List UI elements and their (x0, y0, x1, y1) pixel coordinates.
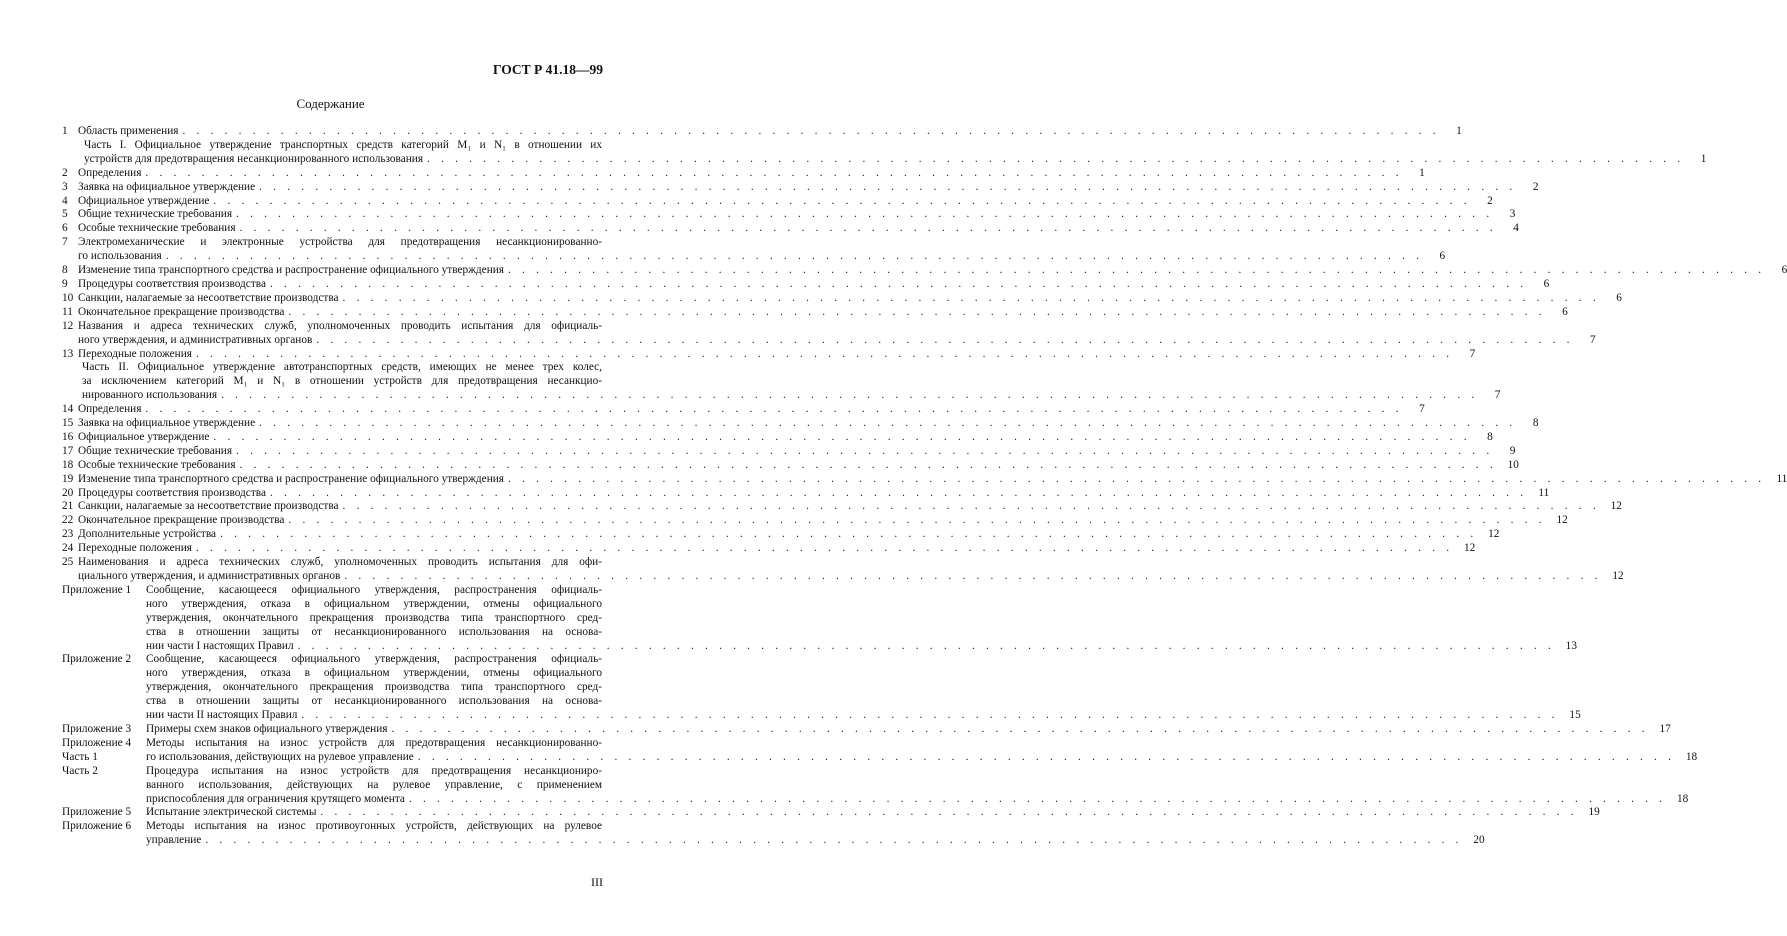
toc-entry (62, 458, 1519, 473)
toc-entry-number (62, 181, 78, 195)
dot-leader: . . . . . . . . . . . . . . . . . . . . . . . . . . . . . . . . . . . . . . . . . . . . . . . . . . . . . . . . . . . . . . . . . . . . . . . . . . . . . . . . . . . . . . . . . . (342, 291, 1600, 304)
toc-line (78, 486, 1550, 501)
toc-entry-text (146, 764, 1689, 807)
toc-entry-number (62, 459, 78, 473)
dot-leader: . . . . . . . . . . . . . . . . . . . . . . . . . . . . . . . . . . . . . . . . . . . . . . . . . . . . . . . . . . . . . . . . . . . . . . . . . . . . . . . . . . . . . . . . . . (344, 570, 1602, 582)
toc-number-text: 24 (62, 542, 74, 555)
toc-page-number: 10 (1507, 458, 1519, 471)
toc-line-text: приспособления для ограничения крутящего момента (146, 792, 405, 805)
toc-number-text: 19 (62, 472, 74, 485)
toc-entry-number (62, 320, 78, 348)
dot-leader: . . . . . . . . . . . . . . . . . . . . . . . . . . . . . . . . . . . . . . . . . . . . . . . . . . . . . . . . . . . . . . . . . . . . . . . . . . . . . . . . . . . . . . . . . . (165, 250, 1424, 263)
toc-number-text: 9 (62, 277, 68, 290)
toc-number-text: Приложение 4 (62, 736, 132, 749)
toc-number-text: 17 (62, 444, 74, 457)
toc-number-text: 12 (62, 319, 74, 332)
toc-line (78, 403, 1425, 417)
toc-number-text: Приложение 2 (62, 653, 132, 666)
toc-number-text: 18 (62, 458, 74, 471)
toc-line-text: Общие технические требования (78, 444, 233, 457)
table-of-contents (62, 125, 1787, 848)
toc-number-text: 14 (62, 403, 74, 416)
toc-line: Часть II. Официальное утверждение автотранспортных средств, имеющих не менее трех колес, (82, 361, 602, 374)
toc-line (146, 806, 1600, 820)
toc-entry (62, 403, 1425, 417)
toc-entry-text (146, 653, 1581, 723)
toc-line (78, 166, 1425, 181)
toc-entry-text (78, 264, 1787, 278)
toc-entry-number (62, 292, 78, 306)
dot-leader: . . . . . . . . . . . . . . . . . . . . . . . . . . . . . . . . . . . . . . . . . . . . . . . . . . . . . . . . . . . . . . . . . . . . . . . . . . . . . . . . . . . . . . . . . . (236, 208, 1494, 221)
toc-page-number: 7 (1590, 333, 1596, 346)
toc-line-text: Испытание электрической системы (146, 806, 317, 819)
toc-entry (62, 305, 1568, 320)
toc-line-text: Переходные положения (78, 542, 192, 555)
toc-line-text: Изменение типа транспортного средства и распространение официального утверждения (78, 264, 504, 277)
dot-leader: . . . . . . . . . . . . . . . . . . . . . . . . . . . . . . . . . . . . . . . . . . . . . . . . . . . . . . . . . . . . . . . . . . . . . . . . . . . . . . . . . . . . . . . . . . (507, 472, 1766, 485)
dot-leader: . . . . . . . . . . . . . . . . . . . . . . . . . . . . . . . . . . . . . . . . . . . . . . . . . . . . . . . . . . . . . . . . . . . . . . . . . . . . . . . . . . . . . . . . . . (342, 500, 1600, 513)
toc-number-text: 13 (62, 347, 74, 360)
toc-number-text: 10 (62, 291, 74, 304)
toc-line: утверждения, окончательного прекращения производства типа транспортного сред- (146, 681, 602, 694)
toc-number-text: Часть 1 (62, 750, 98, 763)
dot-leader: . . . . . . . . . . . . . . . . . . . . . . . . . . . . . . . . . . . . . . . . . . . . . . . . . . . . . . . . . . . . . . . . . . . . . . . . . . . . . . . . . . . . . . . . . . (297, 639, 1555, 652)
toc-line-text: Примеры схем знаков официального утверждения (146, 722, 388, 735)
toc-entry-text (78, 403, 1425, 417)
toc-entry-number (62, 445, 78, 459)
toc-line-text: Особые технические требования (78, 458, 236, 471)
toc-entry-text (146, 736, 1698, 765)
toc-page-number: 2 (1532, 180, 1539, 193)
toc-line-text: Санкции, налагаемые за несоответствие производства (78, 291, 339, 304)
toc-entry-number (62, 208, 78, 222)
toc-line (78, 528, 1500, 542)
toc-page-number: 18 (1685, 750, 1698, 763)
dot-leader: . . . . . . . . . . . . . . . . . . . . . . . . . . . . . . . . . . . . . . . . . . . . . . . . . . . . . . . . . . . . . . . . . . . . . . . . . . . . . . . . . . . . . . . . . . (507, 264, 1766, 277)
toc-entry (62, 542, 1476, 556)
toc-line-text: Санкции, налагаемые за несоответствие производства (78, 500, 339, 513)
toc-page-number: 6 (1439, 250, 1446, 263)
dot-leader: . . . . . . . . . . . . . . . . . . . . . . . . . . . . . . . . . . . . . . . . . . . . . . . . . . . . . . . . . . . . . . . . . . . . . . . . . . . . . . . . . . . . . . . . . . (221, 389, 1479, 402)
toc-page-number: 8 (1532, 417, 1539, 430)
toc-line (146, 639, 1577, 654)
toc-entry-text (78, 222, 1519, 236)
toc-line (78, 125, 1462, 139)
toc-line-text: Официальное утверждение (78, 194, 210, 207)
dot-leader: . . . . . . . . . . . . . . . . . . . . . . . . . . . . . . . . . . . . . . . . . . . . . . . . . . . . . . . . . . . . . . . . . . . . . . . . . . . . . . . . . . . . . . . . . . (301, 709, 1559, 722)
toc-page-number: 6 (1781, 264, 1787, 277)
toc-number-text: Приложение 6 (62, 820, 132, 833)
toc-line (78, 500, 1622, 514)
toc-page-number: 12 (1612, 570, 1624, 582)
toc-entry (62, 472, 1787, 487)
toc-entry-text (78, 347, 1476, 362)
toc-page-number: 20 (1473, 834, 1485, 847)
dot-leader: . . . . . . . . . . . . . . . . . . . . . . . . . . . . . . . . . . . . . . . . . . . . . . . . . . . . . . . . . . . . . . . . . . . . . . . . . . . . . . . . . . . . . . . . . . (236, 444, 1494, 457)
toc-line: Сообщение, касающееся официального утверждения, распространения официаль- (146, 653, 602, 666)
toc-page-number: 11 (1776, 472, 1787, 485)
dot-leader: . . . . . . . . . . . . . . . . . . . . . . . . . . . . . . . . . . . . . . . . . . . . . . . . . . . . . . . . . . . . . . . . . . . . . . . . . . . . . . . . . . . . . . . . . . (408, 792, 1667, 805)
toc-number-text: Приложение 3 (62, 722, 132, 735)
dot-leader: . . . . . . . . . . . . . . . . . . . . . . . . . . . . . . . . . . . . . . . . . . . . . . . . . . . . . . . . . . . . . . . . . . . . . . . . . . . . . . . . . . . . . . . . . . (182, 125, 1440, 137)
toc-line-text: Особые технические требования (78, 222, 236, 235)
toc-appendix-entry (62, 820, 1485, 848)
toc-entry (62, 500, 1622, 514)
toc-line (78, 514, 1568, 528)
toc-number-text: 1 (62, 125, 68, 137)
toc-entry (62, 236, 1446, 264)
toc-number-text: 4 (62, 194, 68, 207)
toc-entry-text (78, 291, 1622, 306)
toc-page-number: 12 (1610, 500, 1622, 513)
toc-page-number: 3 (1509, 208, 1516, 221)
toc-entry (62, 194, 1493, 209)
toc-line: Методы испытания на износ противоугонных устройств, действующих на рулевое (146, 820, 602, 833)
toc-appendix-entry (62, 764, 1689, 807)
toc-page-number: 15 (1569, 709, 1581, 722)
toc-line-text: нии части I настоящих Правил (146, 639, 294, 652)
toc-entry-text (146, 722, 1671, 737)
toc-line: ванного использования, действующих на рулевое управление, с применением (146, 778, 602, 791)
toc-entry (62, 556, 1624, 584)
toc-line (78, 542, 1476, 556)
toc-page-number: 7 (1494, 389, 1501, 402)
dot-leader: . . . . . . . . . . . . . . . . . . . . . . . . . . . . . . . . . . . . . . . . . . . . . . . . . . . . . . . . . . . . . . . . . . . . . . . . . . . . . . . . . . . . . . . . . . (213, 430, 1471, 443)
dot-leader: . . . . . . . . . . . . . . . . . . . . . . . . . . . . . . . . . . . . . . . . . . . . . . . . . . . . . . . . . . . . . . . . . . . . . . . . . . . . . . . . . . . . . . . . . . (259, 417, 1517, 430)
toc-entry-number (62, 348, 78, 362)
dot-leader: . . . . . . . . . . . . . . . . . . . . . . . . . . . . . . . . . . . . . . . . . . . . . . . . . . . . . . . . . . . . . . . . . . . . . . . . . . . . . . . . . . . . . . . . . . (205, 834, 1463, 847)
toc-entry-text (78, 528, 1500, 542)
toc-line: Методы испытания на износ устройств для предотвращения несанкционированно- (146, 736, 602, 749)
toc-line-text: нированного использования (82, 389, 218, 402)
toc-entry (62, 277, 1550, 292)
toc-entry-text (78, 180, 1539, 195)
toc-page-number: 11 (1538, 486, 1550, 499)
toc-line-text: Изменение типа транспортного средства и распространение официального утверждения (78, 472, 504, 485)
toc-line-text: Переходные положения (78, 347, 192, 360)
toc-line-text: устройств для предотвращения несанкционированного использования (84, 152, 424, 165)
toc-entry-number (62, 542, 78, 556)
toc-line: Названия и адреса технических служб, уполномоченных проводить испытания для официаль- (78, 319, 602, 332)
toc-number-text: 3 (62, 180, 68, 193)
toc-page-number: 7 (1469, 347, 1476, 360)
toc-line (78, 444, 1516, 459)
dot-leader: . . . . . . . . . . . . . . . . . . . . . . . . . . . . . . . . . . . . . . . . . . . . . . . . . . . . . . . . . . . . . . . . . . . . . . . . . . . . . . . . . . . . . . . . . . (320, 806, 1578, 819)
toc-line (78, 305, 1568, 320)
toc-line (78, 333, 1596, 348)
toc-number-text: Приложение 1 (62, 583, 132, 596)
toc-entry (62, 291, 1622, 306)
toc-line (146, 750, 1698, 765)
toc-entry-text (78, 430, 1493, 445)
toc-line (78, 430, 1493, 445)
toc-line-text: Окончательное прекращение производства (78, 305, 285, 318)
toc-page-number: 12 (1556, 514, 1568, 527)
toc-entry-number (62, 222, 78, 236)
document-code: ГОСТ Р 41.18—99 (492, 62, 603, 77)
toc-entry-number (62, 820, 146, 848)
toc-entry (62, 486, 1550, 501)
toc-entry (62, 528, 1500, 542)
toc-page-number: 1 (1700, 152, 1707, 165)
toc-line (146, 709, 1581, 723)
toc-number-text: 5 (62, 208, 68, 221)
toc-part-heading (62, 361, 1501, 403)
toc-line (146, 834, 1485, 848)
toc-line-text: го использования (78, 250, 162, 263)
toc-line-text: Определения (78, 403, 142, 416)
toc-entry-number (62, 125, 78, 139)
toc-line: ства в отношении защиты от несанкционированного использования на основа- (146, 625, 602, 638)
toc-line-text: циального утверждения, и административных органов (78, 570, 341, 582)
toc-line-text: нии части II настоящих Правил (146, 709, 298, 722)
toc-entry-number (62, 514, 78, 528)
toc-entry-text (78, 472, 1787, 487)
toc-line: ного утверждения, отказа в официальном утверждении, отмены официального (146, 597, 602, 610)
dot-leader: . . . . . . . . . . . . . . . . . . . . . . . . . . . . . . . . . . . . . . . . . . . . . . . . . . . . . . . . . . . . . . . . . . . . . . . . . . . . . . . . . . . . . . . . . . (220, 528, 1478, 541)
toc-entry-number (62, 431, 78, 445)
toc-entry-number (62, 806, 146, 820)
toc-entry-text (78, 417, 1539, 431)
dot-leader: . . . . . . . . . . . . . . . . . . . . . . . . . . . . . . . . . . . . . . . . . . . . . . . . . . . . . . . . . . . . . . . . . . . . . . . . . . . . . . . . . . . . . . . . . . (145, 166, 1403, 179)
toc-line (78, 264, 1787, 278)
dot-leader: . . . . . . . . . . . . . . . . . . . . . . . . . . . . . . . . . . . . . . . . . . . . . . . . . . . . . . . . . . . . . . . . . . . . . . . . . . . . . . . . . . . . . . . . . . (239, 458, 1497, 471)
toc-entry (62, 180, 1539, 195)
toc-entry-number (62, 500, 78, 514)
toc-part-heading (62, 138, 1707, 167)
toc-number-text: Часть 2 (62, 764, 98, 777)
toc-line (84, 152, 1707, 167)
toc-page-number: 18 (1676, 792, 1689, 805)
toc-entry-text (146, 806, 1600, 820)
toc-number-text: 22 (62, 514, 74, 527)
toc-line (78, 277, 1550, 292)
toc-number-text: 21 (62, 500, 74, 513)
toc-line: ства в отношении защиты от несанкционированного использования на основа- (146, 695, 602, 708)
toc-page-number: 1 (1419, 166, 1425, 179)
toc-line-text: Общие технические требования (78, 208, 233, 221)
toc-appendix-entry (62, 722, 1671, 737)
dot-leader: . . . . . . . . . . . . . . . . . . . . . . . . . . . . . . . . . . . . . . . . . . . . . . . . . . . . . . . . . . . . . . . . . . . . . . . . . . . . . . . . . . . . . . . . . . (269, 486, 1528, 499)
toc-line (78, 347, 1476, 362)
toc-entry-text (78, 194, 1493, 209)
toc-number-text: 15 (62, 417, 74, 430)
toc-entry-number (62, 737, 146, 765)
toc-page-number: 6 (1616, 291, 1622, 304)
toc-entry-text (78, 444, 1516, 459)
dot-leader: . . . . . . . . . . . . . . . . . . . . . . . . . . . . . . . . . . . . . . . . . . . . . . . . . . . . . . . . . . . . . . . . . . . . . . . . . . . . . . . . . . . . . . . . . . (213, 194, 1471, 207)
toc-entry-number (62, 528, 78, 542)
dot-leader: . . . . . . . . . . . . . . . . . . . . . . . . . . . . . . . . . . . . . . . . . . . . . . . . . . . . . . . . . . . . . . . . . . . . . . . . . . . . . . . . . . . . . . . . . . (239, 222, 1497, 235)
dot-leader: . . . . . . . . . . . . . . . . . . . . . . . . . . . . . . . . . . . . . . . . . . . . . . . . . . . . . . . . . . . . . . . . . . . . . . . . . . . . . . . . . . . . . . . . . . (417, 750, 1676, 763)
toc-line (146, 722, 1671, 737)
dot-leader: . . . . . . . . . . . . . . . . . . . . . . . . . . . . . . . . . . . . . . . . . . . . . . . . . . . . . . . . . . . . . . . . . . . . . . . . . . . . . . . . . . . . . . . . . . (288, 514, 1546, 527)
toc-line-text: Область применения (78, 125, 179, 137)
toc-line-text: Процедуры соответствия производства (78, 277, 266, 290)
toc-entry-text (78, 514, 1568, 528)
toc-number-text: 2 (62, 166, 68, 179)
toc-line (78, 222, 1519, 236)
toc-entry-text (78, 277, 1550, 292)
toc-entry-text (78, 305, 1568, 320)
dot-leader: . . . . . . . . . . . . . . . . . . . . . . . . . . . . . . . . . . . . . . . . . . . . . . . . . . . . . . . . . . . . . . . . . . . . . . . . . . . . . . . . . . . . . . . . . . (195, 347, 1454, 360)
toc-number-text: 6 (62, 222, 68, 235)
toc-line (78, 194, 1493, 209)
toc-line: Процедура испытания на износ устройств для предотвращения несанкциониро- (146, 764, 602, 777)
toc-entry-text (78, 542, 1476, 556)
toc-number-text: 23 (62, 528, 74, 541)
toc-entry-text (146, 583, 1577, 654)
toc-line: ного утверждения, отказа в официальном утверждении, отмены официального (146, 667, 602, 680)
toc-appendix-entry (62, 583, 1577, 654)
toc-entry (62, 514, 1568, 528)
toc-entry (62, 430, 1493, 445)
toc-entry (62, 166, 1425, 181)
toc-entry-number (62, 403, 78, 417)
toc-appendix-entry (62, 736, 1698, 765)
toc-line (82, 389, 1501, 403)
toc-line (78, 570, 1624, 584)
toc-entry-text (78, 486, 1550, 501)
toc-entry (62, 264, 1787, 278)
toc-page-number: 1 (1456, 125, 1462, 137)
toc-page-number: 12 (1488, 528, 1500, 541)
toc-number-text: 8 (62, 264, 68, 277)
toc-entry (62, 319, 1596, 348)
toc-line: утверждения, окончательного прекращения производства типа транспортного сред- (146, 611, 602, 624)
toc-title: Содержание (296, 96, 365, 111)
toc-line: за исключением категорий M₁ и N₁ в отношении устройств для предотвращения несанкцио- (82, 375, 602, 388)
toc-line (78, 208, 1516, 222)
toc-entry-text (78, 125, 1462, 139)
toc-entry-number (62, 236, 78, 264)
toc-entry (62, 222, 1519, 236)
toc-page-number: 8 (1487, 430, 1493, 443)
toc-entry-number (62, 765, 146, 807)
toc-number-text: 11 (62, 305, 73, 318)
toc-line: Часть I. Официальное утверждение транспортных средств категорий M₁ и N₁ в отношении их (84, 138, 602, 151)
dot-leader: . . . . . . . . . . . . . . . . . . . . . . . . . . . . . . . . . . . . . . . . . . . . . . . . . . . . . . . . . . . . . . . . . . . . . . . . . . . . . . . . . . . . . . . . . . (427, 152, 1685, 165)
dot-leader: . . . . . . . . . . . . . . . . . . . . . . . . . . . . . . . . . . . . . . . . . . . . . . . . . . . . . . . . . . . . . . . . . . . . . . . . . . . . . . . . . . . . . . . . . . (145, 403, 1403, 416)
toc-line (78, 472, 1787, 487)
toc-entry-text (78, 319, 1596, 348)
toc-line (78, 291, 1622, 306)
toc-page-number: 2 (1487, 194, 1493, 207)
toc-line-text: Заявка на официальное утверждение (78, 417, 256, 430)
toc-line: Наименования и адреса технических служб, уполномоченных проводить испытания для офи- (78, 556, 602, 569)
dot-leader: . . . . . . . . . . . . . . . . . . . . . . . . . . . . . . . . . . . . . . . . . . . . . . . . . . . . . . . . . . . . . . . . . . . . . . . . . . . . . . . . . . . . . . . . . . (269, 277, 1528, 290)
toc-appendix-entry (62, 653, 1581, 723)
toc-entry-number (62, 264, 78, 278)
toc-page-number: 13 (1565, 639, 1577, 652)
toc-entry-number (62, 278, 78, 292)
toc-line-text: го использования, действующих на рулевое управление (146, 750, 414, 763)
toc-line: Сообщение, касающееся официального утверждения, распространения официаль- (146, 583, 602, 596)
toc-line-text: Определения (78, 166, 142, 179)
toc-line (78, 417, 1539, 431)
toc-line-text: Заявка на официальное утверждение (78, 180, 256, 193)
toc-page-number: 19 (1588, 806, 1600, 819)
toc-number-text: Приложение 5 (62, 806, 132, 819)
dot-leader: . . . . . . . . . . . . . . . . . . . . . . . . . . . . . . . . . . . . . . . . . . . . . . . . . . . . . . . . . . . . . . . . . . . . . . . . . . . . . . . . . . . . . . . . . . (391, 722, 1649, 735)
toc-entry (62, 125, 1462, 139)
toc-entry-text (78, 500, 1622, 514)
toc-number-text: 16 (62, 430, 74, 443)
toc-entry (62, 347, 1476, 362)
toc-page-number: 7 (1419, 403, 1425, 416)
toc-page-number: 17 (1659, 722, 1671, 735)
toc-entry-text (78, 208, 1516, 222)
toc-page-number: 6 (1562, 305, 1568, 318)
toc-line (146, 792, 1689, 807)
toc-page-number: 9 (1509, 444, 1516, 457)
toc-line-text: Дополнительные устройства (78, 528, 217, 541)
dot-leader: . . . . . . . . . . . . . . . . . . . . . . . . . . . . . . . . . . . . . . . . . . . . . . . . . . . . . . . . . . . . . . . . . . . . . . . . . . . . . . . . . . . . . . . . . . (195, 542, 1454, 555)
toc-page-number: 6 (1543, 277, 1550, 290)
toc-line: Электромеханические и электронные устройства для предотвращения несанкционированно- (78, 236, 602, 249)
toc-page-number: 12 (1464, 542, 1476, 555)
toc-line-text: ного утверждения, и административных органов (78, 333, 313, 346)
toc-number-text: 25 (62, 556, 74, 569)
toc-entry-text (78, 458, 1519, 473)
toc-line-text: Официальное утверждение (78, 430, 210, 443)
toc-number-text: 20 (62, 486, 74, 499)
toc-entry-number (62, 584, 146, 654)
toc-entry-text (62, 138, 1707, 167)
toc-entry-text (78, 166, 1425, 181)
dot-leader: . . . . . . . . . . . . . . . . . . . . . . . . . . . . . . . . . . . . . . . . . . . . . . . . . . . . . . . . . . . . . . . . . . . . . . . . . . . . . . . . . . . . . . . . . . (288, 305, 1546, 318)
toc-entry-text (78, 236, 1446, 264)
toc-entry-text (146, 820, 1485, 848)
toc-entry-number (62, 487, 78, 501)
toc-entry-text (62, 361, 1501, 403)
toc-entry-number (62, 417, 78, 431)
toc-line (78, 458, 1519, 473)
page-number: III (591, 875, 603, 889)
toc-line-text: управление (146, 834, 202, 847)
toc-entry-number (62, 556, 78, 584)
toc-line-text: Окончательное прекращение производства (78, 514, 285, 527)
toc-entry-number (62, 653, 146, 723)
toc-entry-number (62, 473, 78, 487)
toc-entry-number (62, 306, 78, 320)
toc-line (78, 250, 1446, 264)
toc-entry-number (62, 723, 146, 737)
toc-entry-number (62, 195, 78, 209)
toc-entry-number (62, 167, 78, 181)
toc-line (78, 180, 1539, 195)
toc-line-text: Процедуры соответствия производства (78, 486, 266, 499)
toc-number-text: 7 (62, 236, 68, 249)
dot-leader: . . . . . . . . . . . . . . . . . . . . . . . . . . . . . . . . . . . . . . . . . . . . . . . . . . . . . . . . . . . . . . . . . . . . . . . . . . . . . . . . . . . . . . . . . . (259, 180, 1517, 193)
dot-leader: . . . . . . . . . . . . . . . . . . . . . . . . . . . . . . . . . . . . . . . . . . . . . . . . . . . . . . . . . . . . . . . . . . . . . . . . . . . . . . . . . . . . . . . . . . (316, 333, 1574, 346)
toc-entry (62, 444, 1516, 459)
toc-page-number: 4 (1513, 222, 1519, 235)
toc-appendix-entry (62, 806, 1600, 820)
toc-entry-text (78, 556, 1624, 584)
toc-entry (62, 208, 1516, 222)
toc-entry (62, 417, 1539, 431)
